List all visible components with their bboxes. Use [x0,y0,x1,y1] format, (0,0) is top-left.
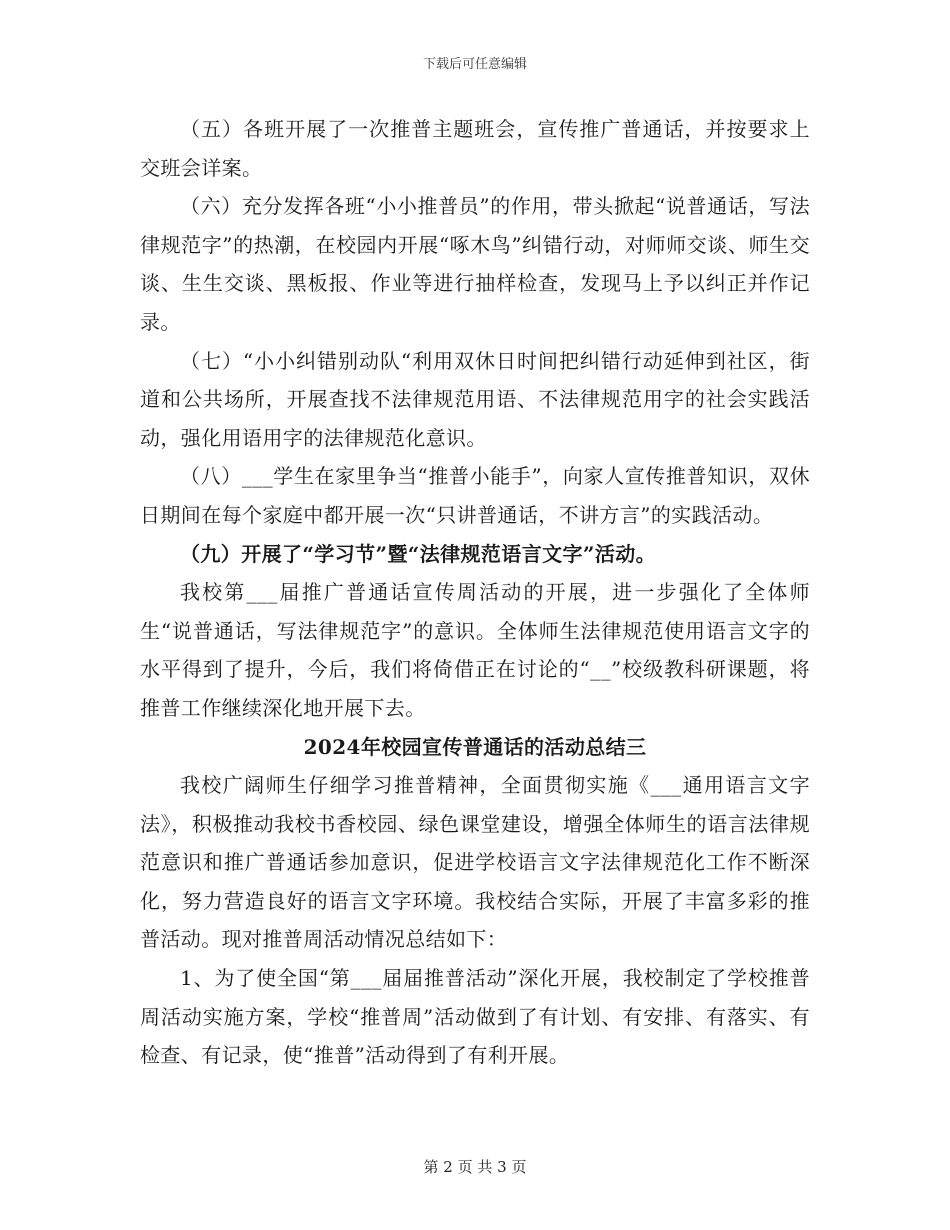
paragraph-six: （六）充分发挥各班“小小推普员”的作用，带头掀起“说普通话，写法律规范字”的热潮，在校园内开展“啄木鸟”纠错行动，对师师交谈、师生交谈、生生交谈、黑板报、作业等进行抽样检查，发现马上予以纠正并作记录。 [140,194,810,334]
page-header: 下载后可任意编辑 [422,57,527,72]
page-footer: 第 2 页 共 3 页 [423,1158,527,1176]
paragraph-nine-heading: （九）开展了“学习节”暨“法律规范语言文字”活动。 [180,541,657,566]
paragraph-five: （五）各班开展了一次推普主题班会，宣传推广普通话，并按要求上交班会详案。 [140,117,810,180]
section-title: 2024年校园宣传普通话的活动总结三 [303,734,647,759]
paragraph-item-one: 1、为了使全国“第___届届推普活动”深化开展，我校制定了学校推普周活动实施方案，学校“推普周”活动做到了有计划、有安排、有落实、有检查、有记录，使“推普”活动得到了有利开展。 [140,966,810,1068]
paragraph-seven: （七）“小小纠错别动队“利用双休日时间把纠错行动延伸到社区，街道和公共场所，开展查找不法律规范用语、不法律规范用字的社会实践活动，强化用语用字的法律规范化意识。 [140,348,810,450]
paragraph-eight: （八）___学生在家里争当“推普小能手”，向家人宣传推普知识，双休日期间在每个家庭中都开展一次“只讲普通话，不讲方言”的实践活动。 [140,464,810,527]
paragraph-intro: 我校广阔师生仔细学习推普精神，全面贯彻实施《___通用语言文字法》，积极推动我校书香校园、绿色课堂建设，增强全体师生的语言法律规范意识和推广普通话参加意识，促进学校语言文字法律规范化工作不断深化，努力营造良好的语言文字环境。我校结合实际，开展了丰富多彩的推普活动。现对推普周活动情况总结如下： [140,773,810,952]
paragraph-conclusion: 我校第___届推广普通话宣传周活动的开展，进一步强化了全体师生“说普通话，写法律规范字”的意识。全体师生法律规范使用语言文字的水平得到了提升，今后，我们将倚借正在讨论的“__”校级教科研课题，将推普工作继续深化地开展下去。 [140,580,810,720]
document-body [140,110,810,1075]
